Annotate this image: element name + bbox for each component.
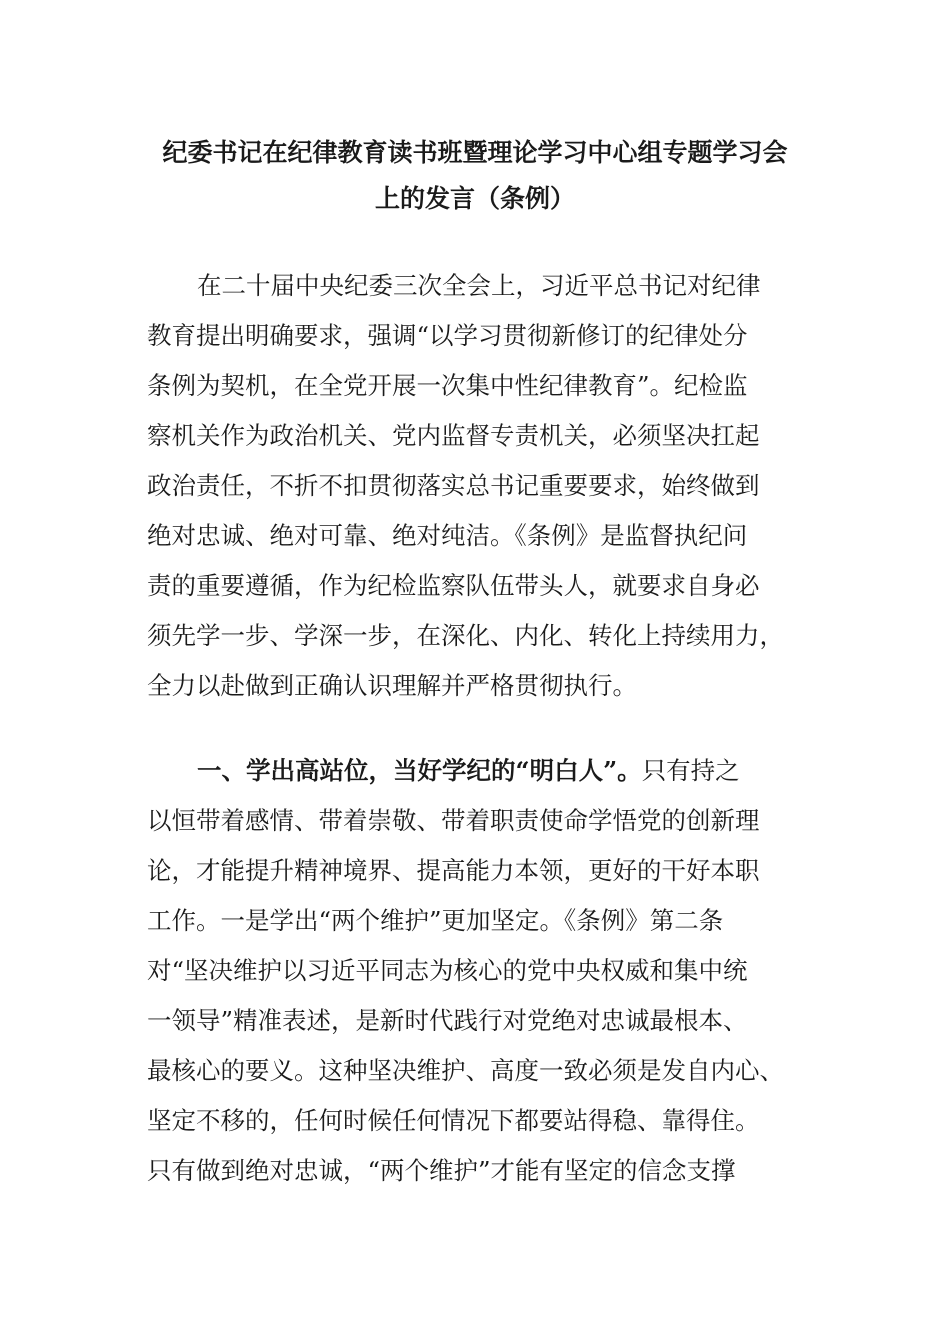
paragraph-line: 在二十届中央纪委三次全会上，习近平总书记对纪律 [197, 271, 761, 300]
title-line-1: 纪委书记在纪律教育读书班暨理论学习中心组专题学习会 [162, 138, 788, 167]
paragraph-line: 工作。一是学出“两个维护”更加坚定。《条例》第二条 [147, 906, 724, 935]
paragraph-line: 一领导”精准表述，是新时代践行对党绝对忠诚最根本、 [147, 1006, 748, 1035]
paragraph-line: 责的重要遵循，作为纪检监察队伍带头人，就要求自身必 [147, 571, 760, 600]
paragraph-line: 须先学一步、学深一步，在深化、内化、转化上持续用力， [147, 621, 784, 650]
paragraph-line: 对“坚决维护以习近平同志为核心的党中央权威和集中统 [147, 956, 748, 985]
paragraph-line: 政治责任，不折不扣贯彻落实总书记重要要求，始终做到 [147, 471, 760, 500]
paragraph-line: 条例为契机，在全党开展一次集中性纪律教育”。纪检监 [147, 371, 748, 400]
document-title [130, 130, 820, 222]
paragraph-line: 只有做到绝对忠诚，“两个维护”才能有坚定的信念支撑 [147, 1156, 736, 1185]
paragraph-line: 全力以赴做到正确认识理解并严格贯彻执行。 [147, 671, 637, 700]
paragraph-line: 最核心的要义。这种坚决维护、高度一致必须是发自内心、 [147, 1056, 784, 1085]
paragraph-line: 教育提出明确要求，强调“以学习贯彻新修订的纪律处分 [147, 321, 748, 350]
section-1-first-line-text: 只有持之 [641, 756, 740, 785]
paragraph-line: 坚定不移的，任何时候任何情况下都要站得稳、靠得住。 [147, 1106, 760, 1135]
title-line-2: 上的发言（条例） [374, 184, 575, 213]
paragraph-line: 绝对忠诚、绝对可靠、绝对纯洁。《条例》是监督执纪问 [147, 521, 748, 550]
intro-paragraph [147, 261, 807, 711]
section-1-paragraph [147, 746, 807, 1196]
paragraph-line: 察机关作为政治机关、党内监督专责机关，必须坚决扛起 [147, 421, 760, 450]
section-1-first-line [147, 746, 807, 796]
paragraph-line: 论，才能提升精神境界、提高能力本领，更好的干好本职 [147, 856, 760, 885]
section-1-heading: 一、学出高站位，当好学纪的“明白人”。 [197, 756, 642, 785]
paragraph-line: 以恒带着感情、带着崇敬、带着职责使命学悟党的创新理 [147, 806, 760, 835]
